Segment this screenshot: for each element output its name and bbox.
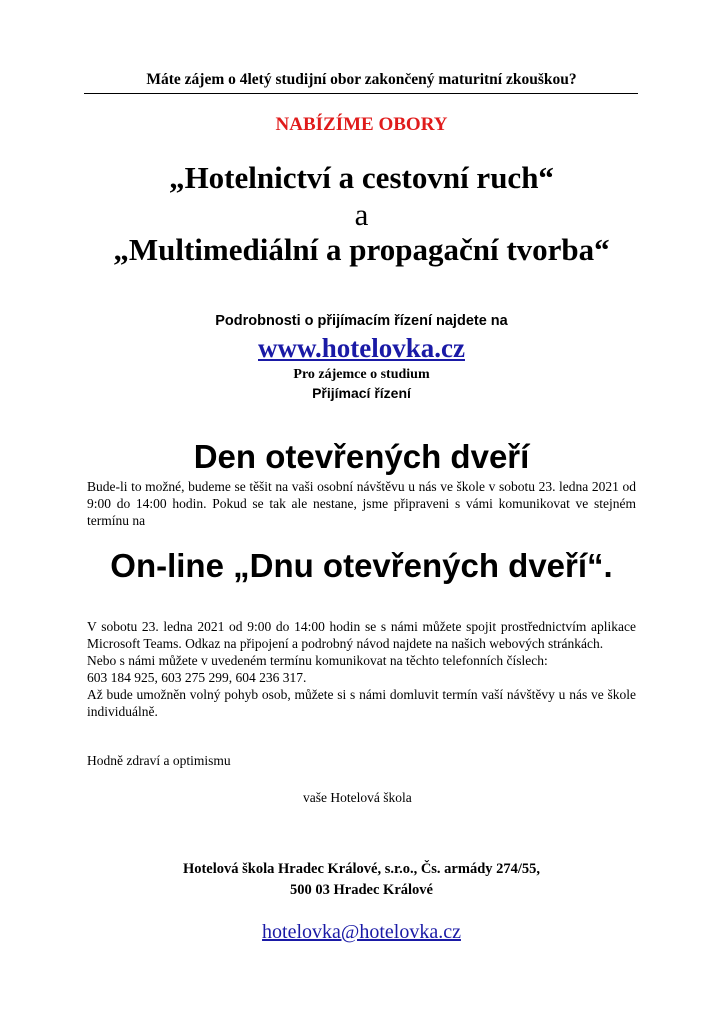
admission-info-text: Podrobnosti o přijímacím řízení najdete na xyxy=(215,313,508,329)
email-link[interactable]: hotelovka@hotelovka.cz xyxy=(262,921,461,943)
header-divider xyxy=(84,93,638,94)
website-section-applicants: Pro zájemce o studium xyxy=(293,367,430,382)
online-open-day-title: On-line „Dnu otevřených dveří“. xyxy=(110,547,613,584)
website-link[interactable]: www.hotelovka.cz xyxy=(258,333,465,363)
open-day-title: Den otevřených dveří xyxy=(193,438,530,475)
closing-greeting: Hodně zdraví a optimismu xyxy=(87,753,231,768)
program-multimedia: „Multimediální a propagační tvorba“ xyxy=(113,232,610,267)
offer-heading: NABÍZÍME OBORY xyxy=(275,114,448,135)
intro-question: Máte zájem o 4letý studijní obor zakončený maturitní zkouškou? xyxy=(146,71,577,88)
online-info-block xyxy=(87,618,636,720)
visit-paragraph: Až bude umožněn volný pohyb osob, můžete si s námi domluvit termín vaší návštěvy u nás ve škole individuálně. xyxy=(87,687,636,719)
school-address-line-2: 500 03 Hradec Králové xyxy=(290,882,433,898)
phone-intro: Nebo s námi můžete v uvedeném termínu komunikovat na těchto telefonních číslech: xyxy=(87,653,548,668)
closing-signature: vaše Hotelová škola xyxy=(303,790,412,805)
school-address-line-1: Hotelová škola Hradec Králové, s.r.o., Čs. armády 274/55, xyxy=(182,861,541,877)
teams-paragraph: V sobotu 23. ledna 2021 od 9:00 do 14:00 hodin se s námi můžete spojit prostřednictvím aplikace Microsoft Teams. Odkaz na připojení a podrobný návod najdete na našich webových stránkách. xyxy=(87,619,636,651)
phone-numbers: 603 184 925, 603 275 299, 604 236 317. xyxy=(87,670,307,685)
program-hotel-tourism: „Hotelnictví a cestovní ruch“ xyxy=(169,160,554,195)
website-section-admission: Přijímací řízení xyxy=(312,385,411,401)
open-day-paragraph: Bude-li to možné, budeme se těšit na vaši osobní návštěvu u nás ve škole v sobotu 23. ledna 2021 od 9:00 do 14:00 hodin. Pokud se tak ale nestane, jsme připraveni s vámi komunikovat ve stejném termínu na xyxy=(87,479,636,528)
program-connector: a xyxy=(354,197,369,232)
